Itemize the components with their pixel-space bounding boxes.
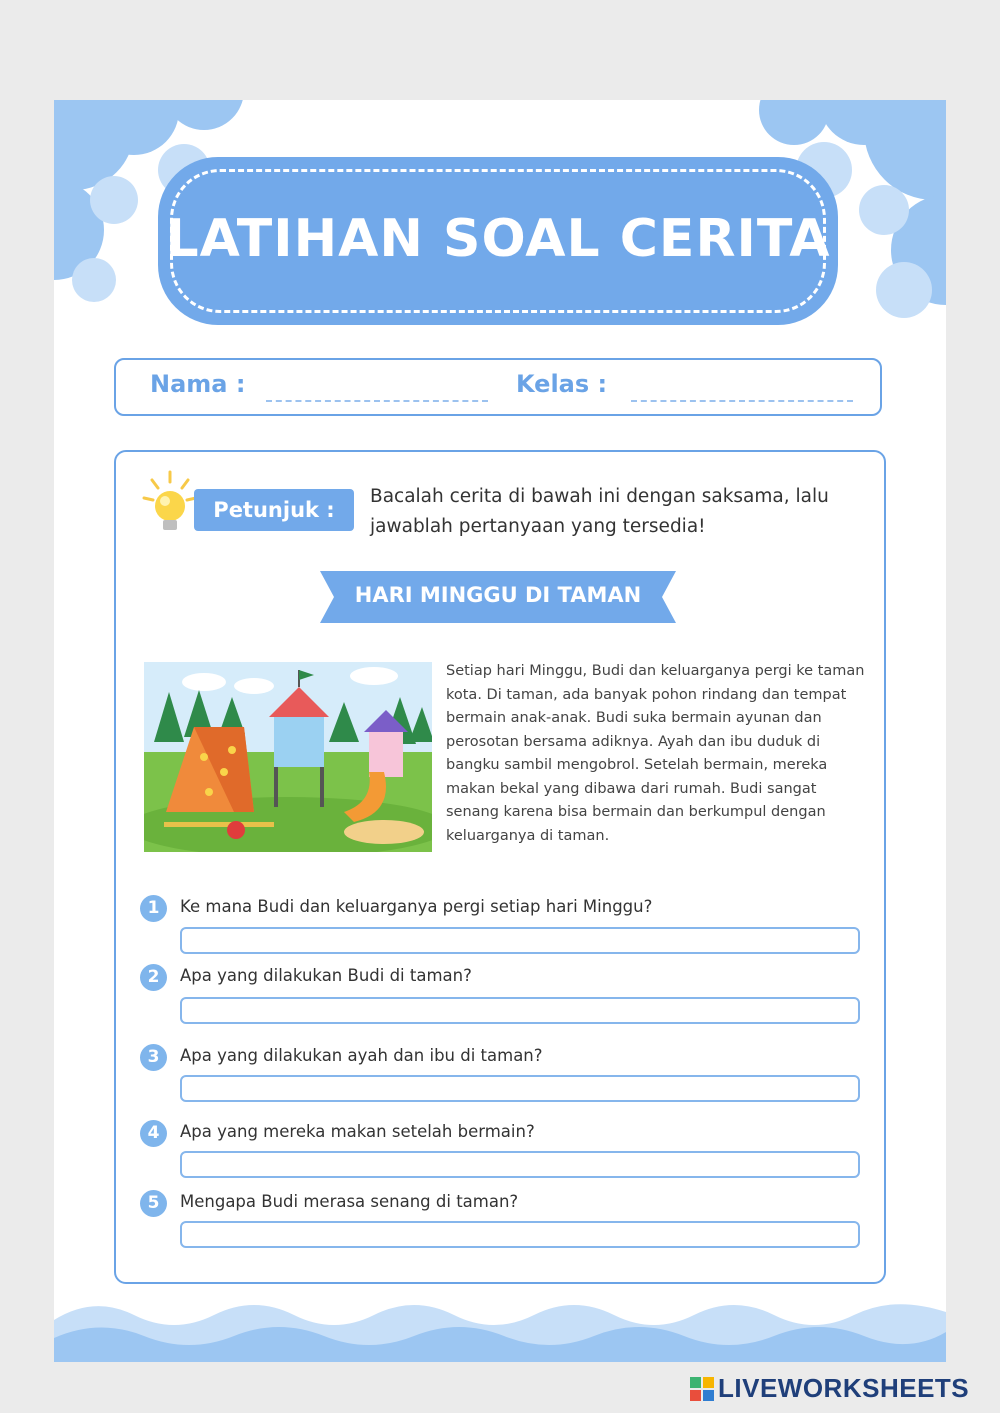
question-text: Ke mana Budi dan keluarganya pergi setiap hari Minggu? — [180, 897, 653, 916]
answer-input-3[interactable] — [180, 1075, 860, 1102]
question-text: Mengapa Budi merasa senang di taman? — [180, 1192, 519, 1211]
playground-illustration — [144, 662, 432, 852]
story-title: HARI MINGGU DI TAMAN — [354, 583, 642, 607]
content-box — [114, 450, 886, 1284]
worksheet-page — [54, 100, 946, 1362]
story-title-ribbon — [320, 571, 676, 623]
liveworksheets-logo-icon — [690, 1377, 714, 1401]
instruction-badge: Petunjuk : — [194, 489, 354, 531]
name-field[interactable] — [266, 400, 488, 402]
question-number: 5 — [140, 1190, 167, 1217]
question-number: 3 — [140, 1044, 167, 1071]
question-text: Apa yang dilakukan Budi di taman? — [180, 966, 472, 985]
answer-input-1[interactable] — [180, 927, 860, 954]
story-text: Setiap hari Minggu, Budi dan keluarganya pergi ke taman kota. Di taman, ada banyak pohon rindang dan tempat bermain anak-anak. Budi suka bermain ayunan dan perosotan bersama adiknya. Ayah dan ibu duduk di bangku sambil mengobrol. Setelah bermain, mereka makan bekal yang dibawa dari rumah. Budi sangat senang karena bisa bermain dan berkumpul dengan keluarganya di taman. — [446, 663, 865, 844]
question-number: 2 — [140, 964, 167, 991]
question-text: Apa yang mereka makan setelah bermain? — [180, 1122, 535, 1141]
question-text: Apa yang dilakukan ayah dan ibu di taman? — [180, 1046, 543, 1065]
question-number: 4 — [140, 1120, 167, 1147]
answer-input-2[interactable] — [180, 997, 860, 1024]
page-title: LATIHAN SOAL CERITA — [165, 209, 831, 269]
answer-input-5[interactable] — [180, 1221, 860, 1248]
instruction-text: Bacalah cerita di bawah ini dengan saksama, lalu jawablah pertanyaan yang tersedia! — [370, 486, 829, 537]
answer-input-4[interactable] — [180, 1151, 860, 1178]
class-label: Kelas : — [516, 370, 608, 398]
class-field[interactable] — [631, 400, 853, 402]
brand-text: LIVEWORKSHEETS — [718, 1373, 970, 1403]
identity-box — [114, 358, 882, 416]
name-label: Nama : — [150, 370, 246, 398]
title-banner — [158, 157, 838, 325]
question-number: 1 — [140, 895, 167, 922]
